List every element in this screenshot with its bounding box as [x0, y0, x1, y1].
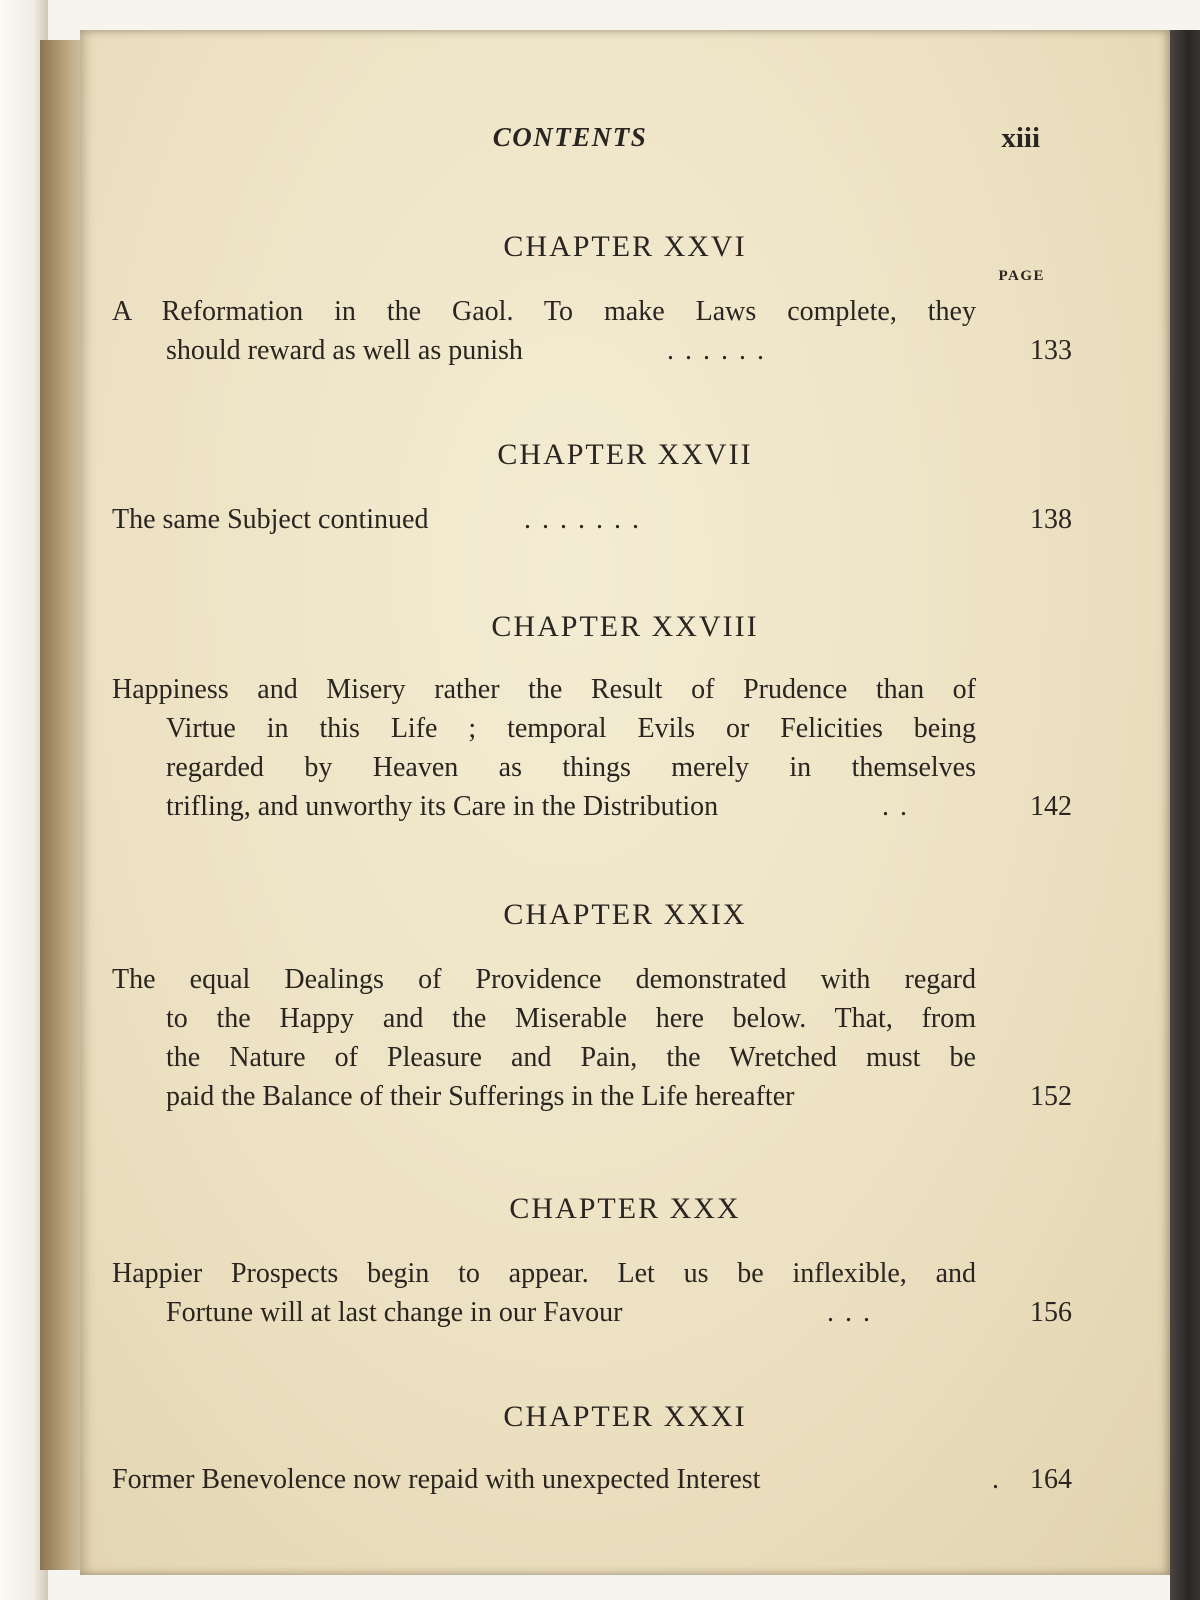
entry-line-text: The same Subject continued — [112, 504, 429, 535]
chapter-heading: CHAPTER XXIX — [503, 898, 747, 931]
entry-line: Virtue in this Life ; temporal Evils or Felicities being — [166, 713, 976, 744]
dot-leader: . — [992, 1464, 1001, 1495]
page-header — [80, 122, 1170, 162]
entry-line — [112, 1077, 1072, 1116]
toc-entry — [112, 292, 1072, 370]
entry-line-text: Former Benevolence now repaid with unexpected Interest — [112, 1464, 761, 1495]
page-folio: xiii — [1001, 122, 1040, 154]
entry-line: the Nature of Pleasure and Pain, the Wretched must be — [166, 1042, 976, 1073]
page-number: 164 — [1030, 1464, 1072, 1495]
dot-leader: . . . — [827, 1297, 872, 1328]
entry-line — [112, 331, 1072, 370]
chapter-heading: CHAPTER XXX — [509, 1192, 741, 1225]
entry-line-text: paid the Balance of their Sufferings in the Life hereafter — [166, 1081, 795, 1112]
chapter-heading: CHAPTER XXVII — [497, 438, 753, 471]
toc-entry — [112, 500, 1072, 539]
toc-entry — [112, 670, 1072, 826]
entry-line — [112, 500, 1072, 539]
entry-line — [112, 787, 1072, 826]
page-number: 142 — [1030, 791, 1072, 822]
entry-line-text: trifling, and unworthy its Care in the Distribution — [166, 791, 719, 822]
dot-leader: . . . . . . . — [524, 504, 641, 535]
entry-line-text: Fortune will at last change in our Favour — [166, 1297, 623, 1328]
toc-entry — [112, 1460, 1072, 1499]
toc-entry — [112, 1254, 1072, 1332]
entry-line — [112, 1293, 1072, 1332]
entry-line — [112, 1460, 1072, 1499]
page-number: 138 — [1030, 504, 1072, 535]
entry-line: Happiness and Misery rather the Result of Prudence than of — [112, 674, 976, 705]
running-head: CONTENTS — [492, 122, 648, 152]
chapter-heading: CHAPTER XXVI — [503, 230, 747, 263]
entry-line-text: should reward as well as punish — [166, 335, 523, 366]
entry-line: regarded by Heaven as things merely in themselves — [166, 752, 976, 783]
chapter-heading: CHAPTER XXVIII — [491, 610, 759, 643]
page-column-label: PAGE — [998, 268, 1045, 284]
page-number: 133 — [1030, 335, 1072, 366]
dot-leader: . . — [882, 791, 909, 822]
book-cover-edge — [1170, 30, 1200, 1600]
entry-line: A Reformation in the Gaol. To make Laws complete, they — [112, 296, 976, 327]
entry-line: to the Happy and the Miserable here below. That, from — [166, 1003, 976, 1034]
entry-line: Happier Prospects begin to appear. Let us be inflexible, and — [112, 1258, 976, 1289]
toc-entry — [112, 960, 1072, 1116]
entry-line: The equal Dealings of Providence demonstrated with regard — [112, 964, 976, 995]
dot-leader: . . . . . . — [667, 335, 766, 366]
contents-page — [80, 30, 1170, 1575]
page-number: 152 — [1030, 1081, 1072, 1112]
chapter-heading: CHAPTER XXXI — [503, 1400, 747, 1433]
page-number: 156 — [1030, 1297, 1072, 1328]
